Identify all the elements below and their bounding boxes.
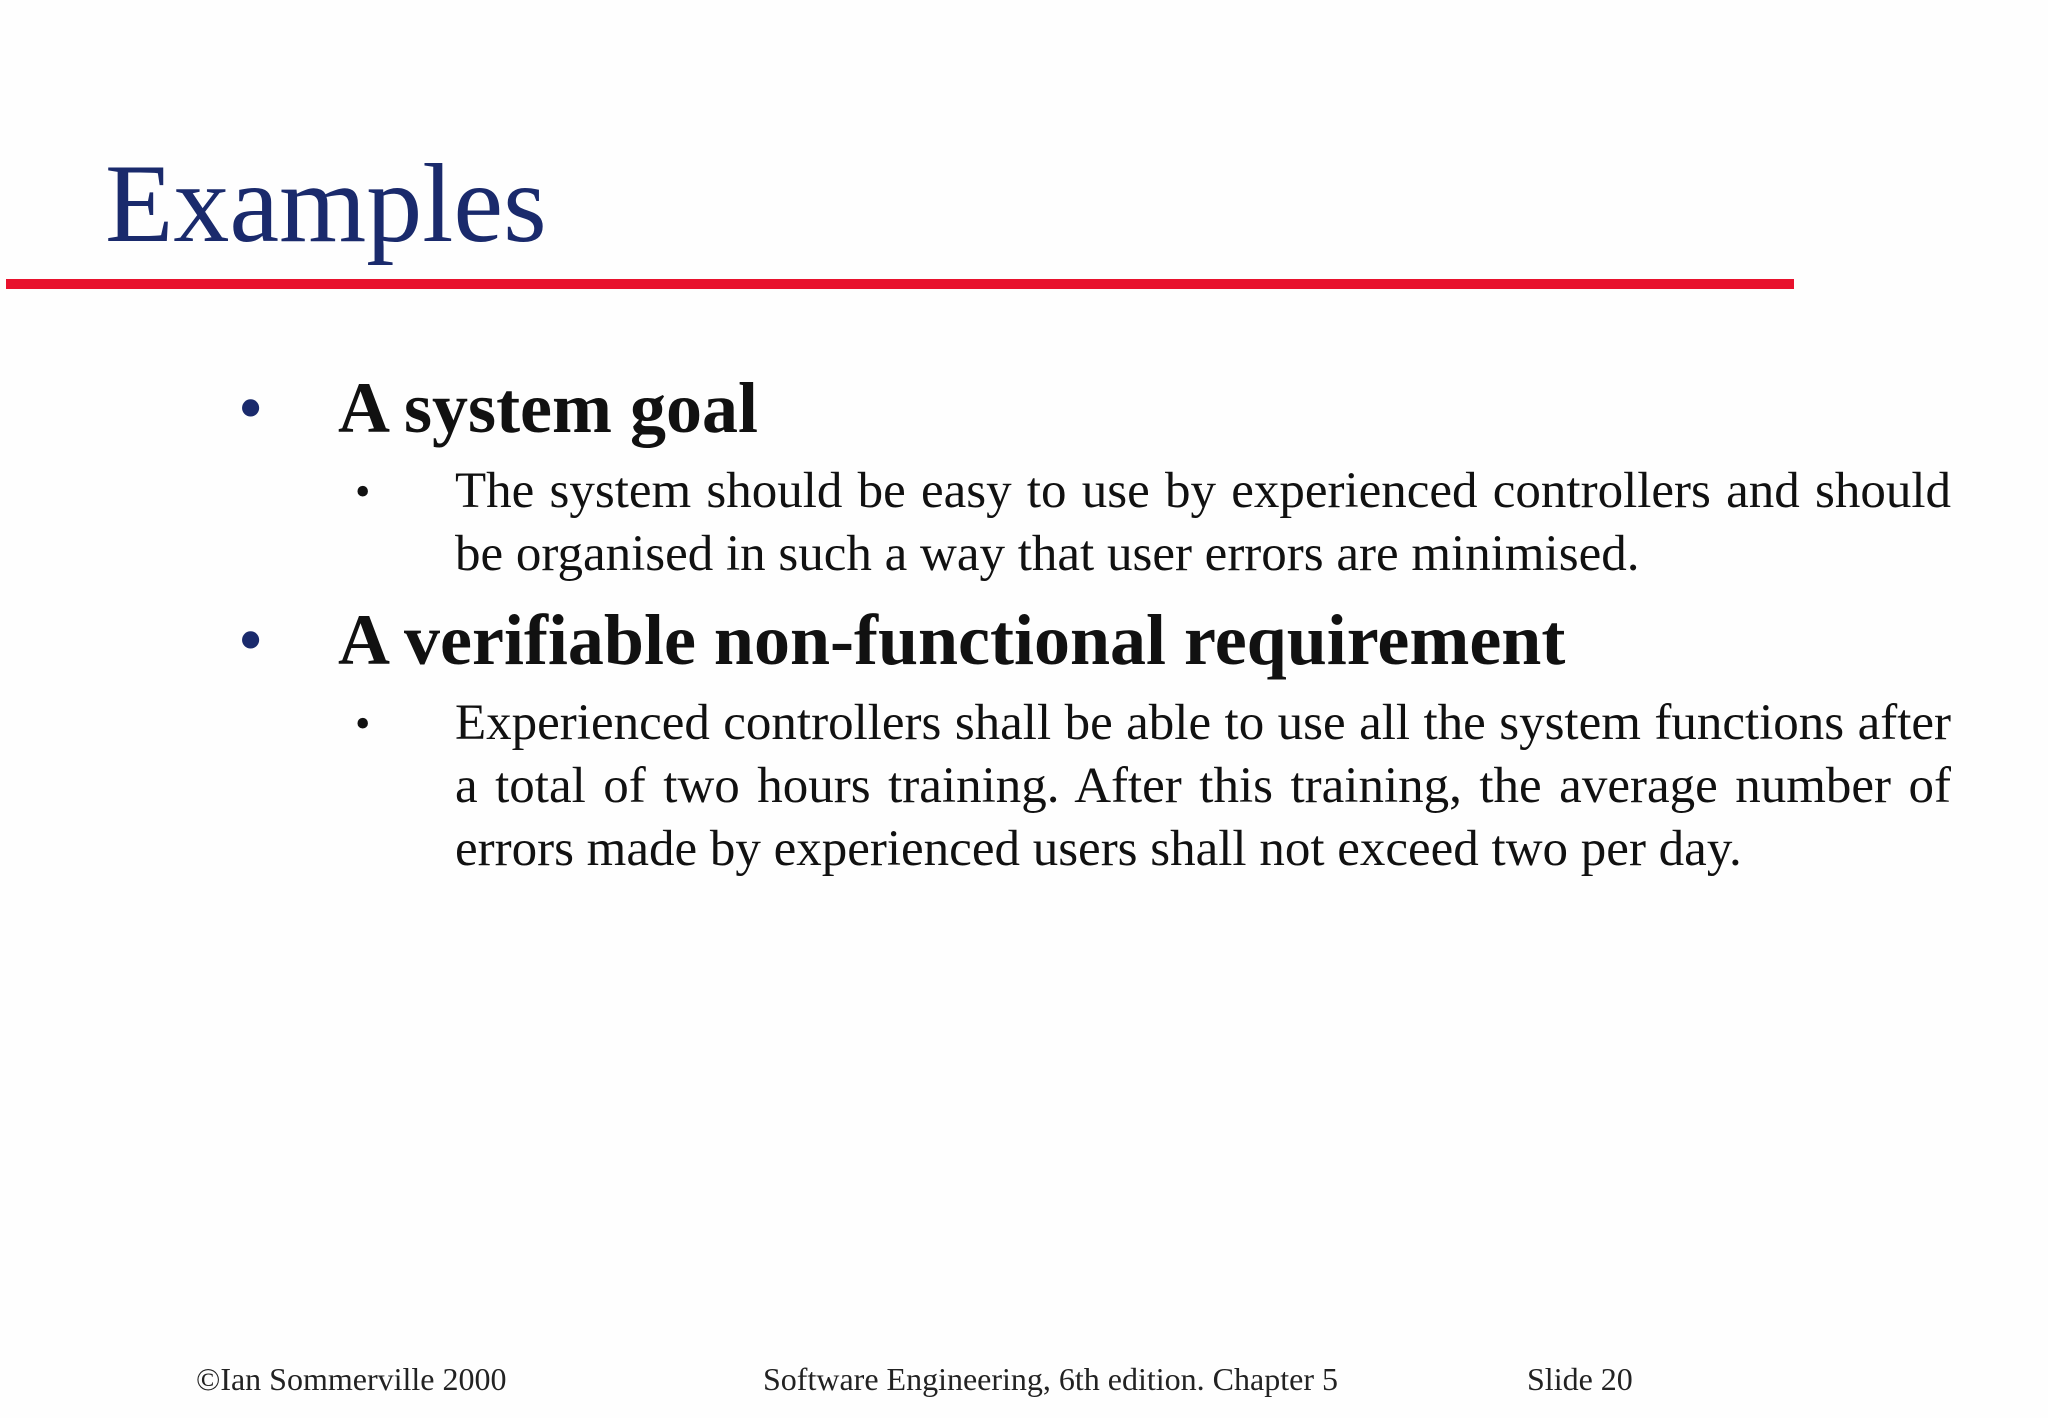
sub-bullet-icon: • bbox=[355, 699, 371, 748]
footer-slide-number: Slide 20 bbox=[1527, 1361, 1633, 1397]
slide-content bbox=[238, 364, 1951, 881]
item-heading: A system goal bbox=[338, 368, 758, 448]
sub-item-text: Experienced controllers shall be able to use all the system functions after a total of two hours training. After this training, the average number of errors made by experienced users shall not exceed two per day. bbox=[455, 695, 1951, 877]
item-heading: A verifiable non-functional requirement bbox=[338, 600, 1566, 680]
bullet-icon: • bbox=[238, 600, 264, 680]
sub-item-text: The system should be easy to use by experienced controllers and should be organised in such a way that user errors are minimised. bbox=[455, 463, 1951, 582]
bullet-item-verifiable-requirement bbox=[238, 596, 1951, 881]
sub-item bbox=[238, 692, 1951, 881]
slide-title: Examples bbox=[105, 142, 547, 266]
bullet-item-system-goal bbox=[238, 364, 1951, 586]
title-underline bbox=[6, 279, 1794, 289]
footer-copyright: ©Ian Sommerville 2000 bbox=[196, 1361, 507, 1397]
sub-bullet-icon: • bbox=[355, 467, 371, 516]
bullet-icon: • bbox=[238, 368, 264, 448]
footer-book-title: Software Engineering, 6th edition. Chapter 5 bbox=[763, 1361, 1338, 1397]
sub-item bbox=[238, 460, 1951, 586]
